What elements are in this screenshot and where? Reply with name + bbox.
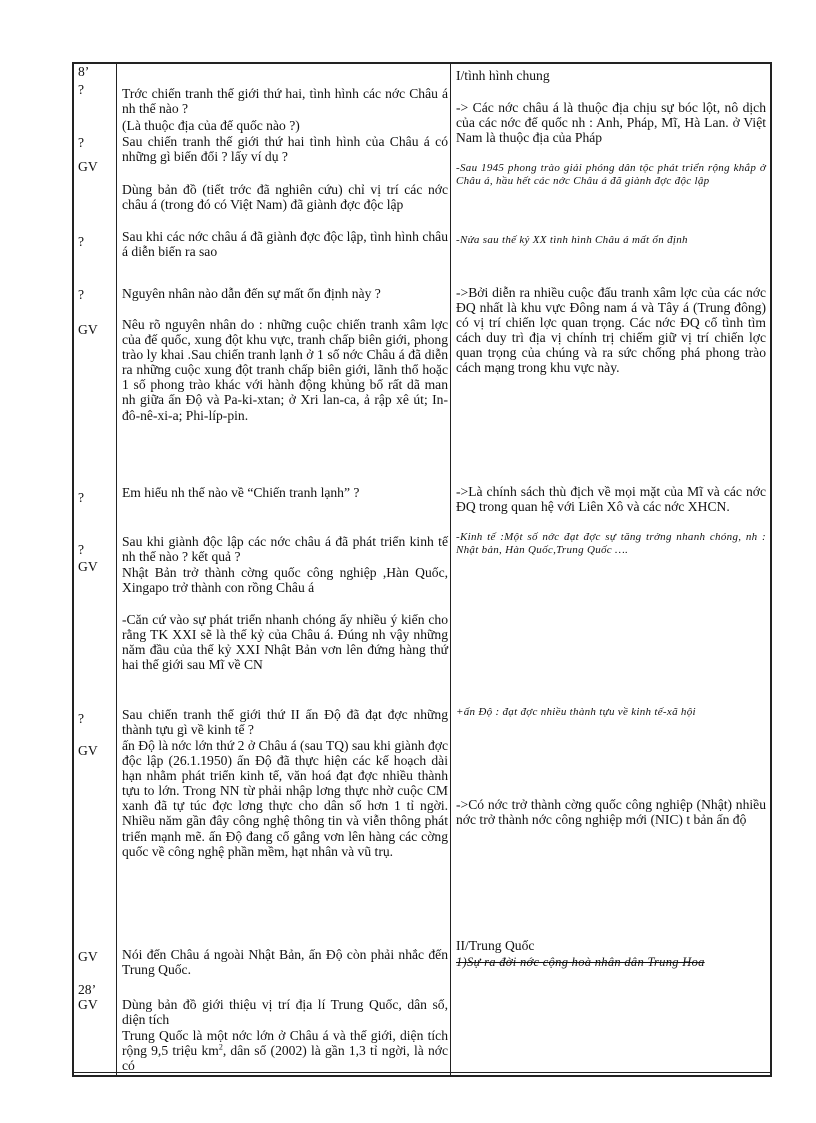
question-marker: ? (78, 234, 85, 249)
question-marker: ? (78, 711, 85, 726)
time-marker: 28’ (78, 982, 97, 997)
teacher-china-map: Dùng bản đồ giới thiệu vị trí địa lí Trung Quốc, dân số, diện tích (122, 997, 448, 1028)
answer-india: +ấn Độ : đạt đợc nhiều thành tựu về kinh tế-xã hội (456, 706, 696, 718)
question-marker: ? (78, 135, 85, 150)
column-divider (116, 62, 117, 1077)
question-marker: ? (78, 82, 85, 97)
question-economy: Sau khi giành độc lập các nớc châu á đã phát triển kinh tế nh thế nào ? kết quả ? (122, 534, 448, 565)
answer-liberation: -Sau 1945 phong trào giải phóng dân tộc phát triển rộng khắp ở Châu á, hầu hết các nớc Châu á đã giành đợc độc lập (456, 162, 766, 187)
teacher-xxi-century-note: -Căn cứ vào sự phát triển nhanh chóng ấy nhiều ý kiến cho rằng TK XXI sẽ là thế kỷ của Châu á. Đúng nh vậy những năm đầu của thế kỷ XXI Nhật Bản vơn lên đứng hàng thứ hai thế giới sau Mĩ về CN (122, 612, 448, 673)
question-colonizer: (Là thuộc địa của đế quốc nào ?) (122, 118, 300, 133)
answer-instability: -Nửa sau thế kỷ XX tình hình Châu á mất ổn định (456, 234, 688, 246)
lesson-table (72, 62, 772, 1077)
question-cold-war: Em hiểu nh thế nào về “Chiến tranh lạnh” ? (122, 485, 360, 500)
teacher-marker: GV (78, 159, 98, 174)
superscript: 2 (218, 1042, 223, 1052)
teacher-japan-note: Nhật Bản trở thành cờng quốc công nghiệp ,Hàn Quốc, Xingapo trở thành con rồng Châu á (122, 565, 448, 596)
teacher-marker: GV (78, 322, 98, 337)
question-india: Sau chiến tranh thế giới thứ II ấn Độ đã đạt đợc những thành tựu gì về kinh tế ? (122, 707, 448, 738)
question-marker: ? (78, 490, 85, 505)
china-facts-text: Trung Quốc là một nớc lớn ở Châu á và thế giới, diện tích rộng 9,5 triệu km (122, 1028, 448, 1059)
teacher-marker: GV (78, 949, 98, 964)
answer-industrial: ->Có nớc trở thành cờng quốc công nghiệp (Nhật) nhiều nớc trở thành nớc công nghiệp mới (NIC) t bản ấn độ (456, 797, 766, 828)
china-facts-text-cont: , dân số (2002) là gần 1,3 tỉ ngời, là nớc có (122, 1043, 448, 1074)
column-divider (450, 62, 451, 1077)
question-prewar: Trớc chiến tranh thế giới thứ hai, tình hình các nớc Châu á nh thế nào ? (122, 86, 448, 117)
section-heading: II/Trung Quốc (456, 938, 535, 953)
time-marker: 8’ (78, 64, 90, 79)
answer-causes: ->Bởi diễn ra nhiều cuộc đấu tranh xâm lợc của các nớc ĐQ nhất là khu vực Đông nam á và Tây á (Trung đông) có vị trí chiến lợc quan trọng. Các nớc ĐQ cố tình tìm cách duy trì địa vị chính trị chiếm giữ vị trí chiến lợc quan trọng của chúng và ra sức chống phá phong trào cách mạng trong khu vực này. (456, 285, 766, 376)
answer-colonial: -> Các nớc châu á là thuộc địa chịu sự bóc lột, nô dịch của các nớc đế quốc nh : Anh, Pháp, Mĩ, Hà Lan. ở Việt Nam là thuộc địa của Pháp (456, 100, 766, 146)
answer-cold-war: ->Là chính sách thù địch về mọi mặt của Mĩ và các nớc ĐQ trong quan hệ với Liên Xô và các nớc XHCN. (456, 484, 766, 515)
question-marker: ? (78, 287, 85, 302)
section-heading: I/tình hình chung (456, 68, 550, 83)
teacher-marker: GV (78, 997, 98, 1012)
subsection-heading: 1)Sự ra đời nớc cộng hoà nhân dân Trung Hoa (456, 955, 705, 969)
question-marker: ? (78, 542, 85, 557)
question-instability-cause: Nguyên nhân nào dẫn đến sự mất ổn định này ? (122, 286, 381, 301)
answer-economy: -Kinh tế :Một số nớc đạt đợc sự tăng trởng nhanh chóng, nh : Nhật bản, Hàn Quốc,Trung Quốc …. (456, 531, 766, 556)
question-postwar: Sau chiến tranh thế giới thứ hai tình hình của Châu á có những gì biến đổi ? lấy ví dụ ? (122, 134, 448, 165)
teacher-marker: GV (78, 559, 98, 574)
teacher-map-task: Dùng bản đồ (tiết trớc đã nghiên cứu) chỉ vị trí các nớc châu á (trong đó có Việt Nam) đã giành đợc độc lập (122, 182, 448, 213)
question-after-independence: Sau khi các nớc châu á đã giành đợc độc lập, tình hình châu á diễn biến ra sao (122, 229, 448, 260)
teacher-india-explanation: ấn Độ là nớc lớn thứ 2 ở Châu á (sau TQ) sau khi giành đợc độc lập (26.1.1950) ấn Độ đã thực hiện các kế hoạch dài hạn nhằm phát triển kinh tế, văn hoá đạt đợc nhiều thành tựu to lớn. Trong NN từ phải nhập lơng thực nhờ cuộc CM xanh đã tự túc đợc lơng thực cho dân số hơn 1 tỉ ngời. Nhiều năm gần đây công nghệ thông tin và viễn thông phát triển mạnh mẽ. ấn Độ đang cố gắng vơn lên hàng các cờng quốc về công nghệ phần mềm, hạt nhân và vũ trụ. (122, 738, 448, 859)
teacher-marker: GV (78, 743, 98, 758)
teacher-china-intro: Nói đến Châu á ngoài Nhật Bản, ấn Độ còn phải nhắc đến Trung Quốc. (122, 947, 448, 978)
teacher-explanation-causes: Nêu rõ nguyên nhân do : những cuộc chiến tranh xâm lợc của đế quốc, xung đột khu vực, tranh chấp biên giới, phong trào ly khai .Sau chiến tranh lạnh ở 1 số nớc Châu á đã diễn ra những cuộc xung đột tranh chấp biên giới, lãnh thổ hoặc 1 số phong trào khác với hành động khủng bố rất dã man nh giữa ấn Độ và Pa-ki-xtan; ở Xri lan-ca, ả rập xê út; In-đô-nê-xi-a; Phi-líp-pin. (122, 317, 448, 423)
teacher-china-facts (122, 1028, 448, 1073)
